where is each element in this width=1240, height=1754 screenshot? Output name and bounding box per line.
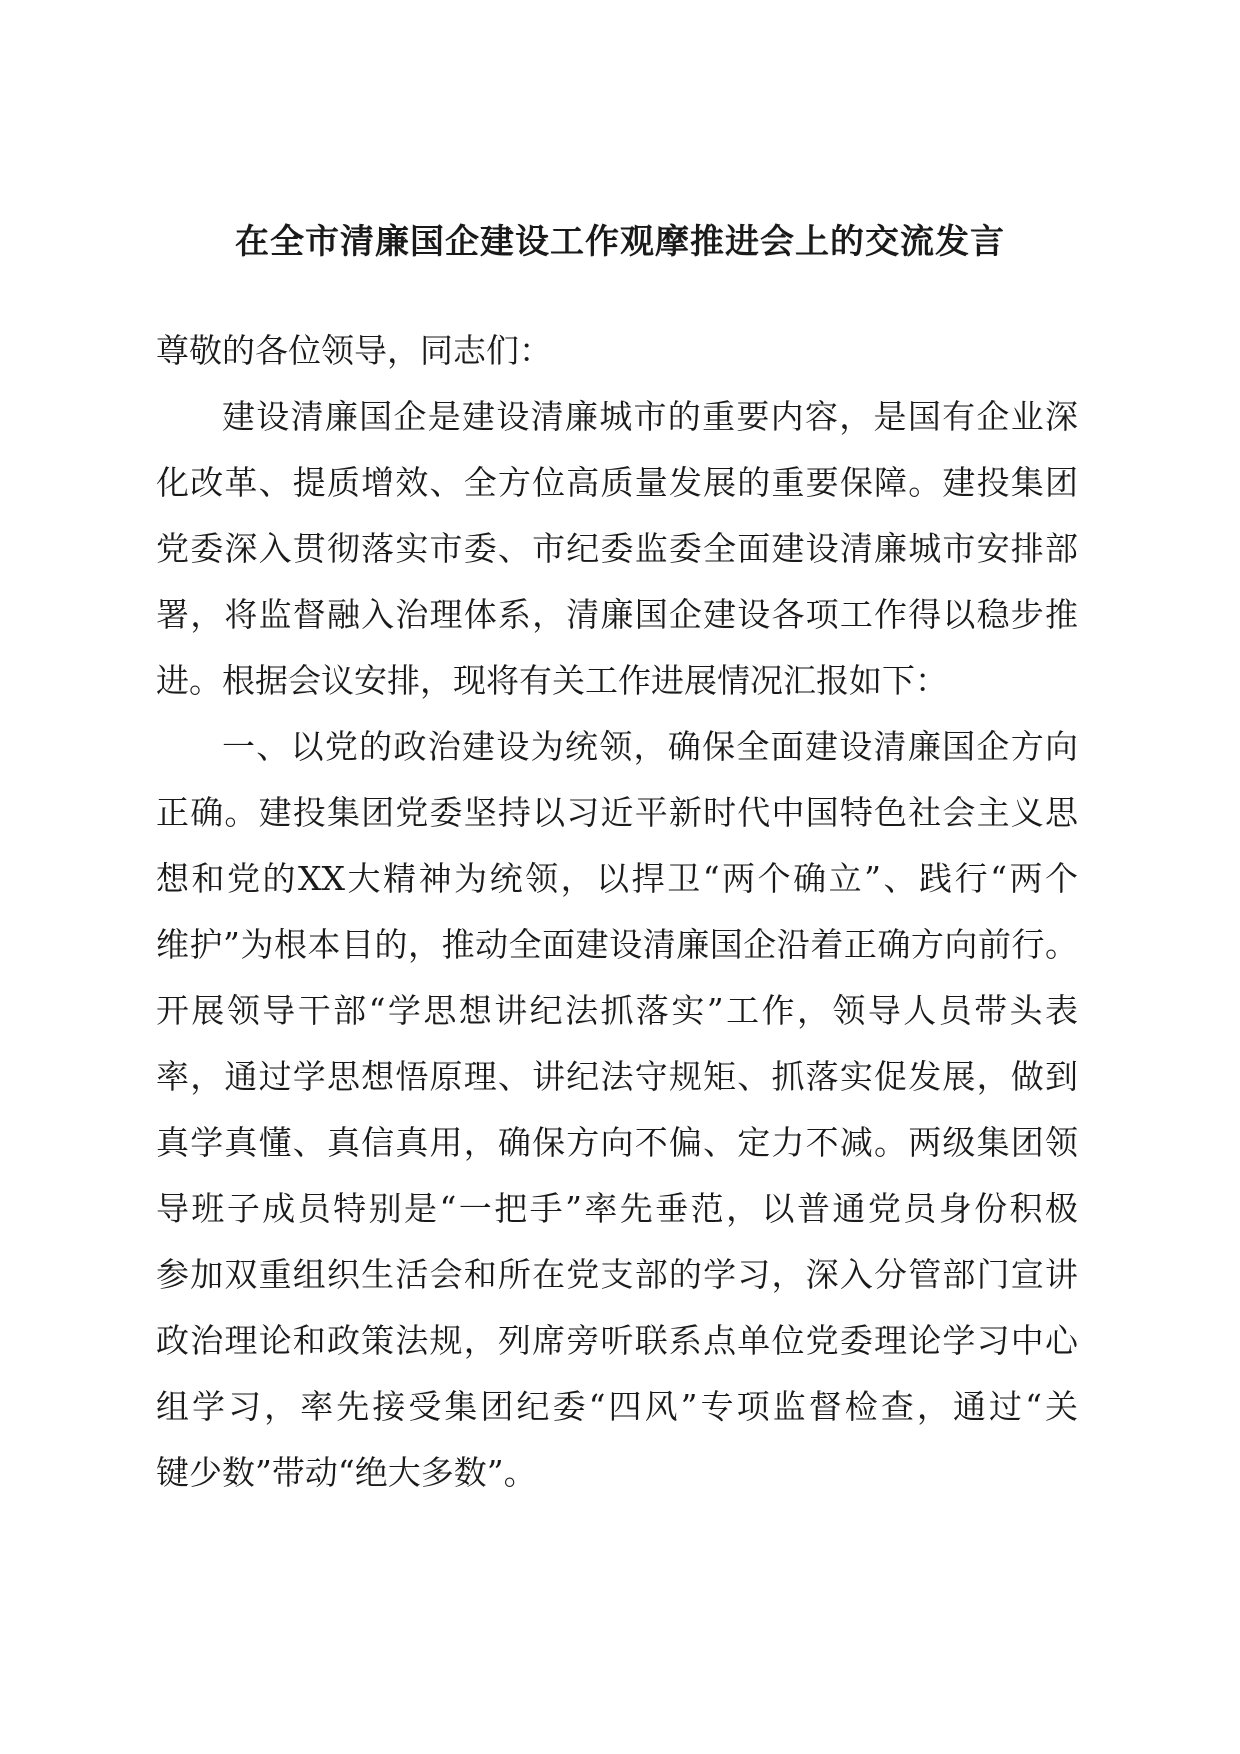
paragraph-intro — [156, 384, 1078, 714]
paragraph-line: 进。根据会议安排，现将有关工作进展情况汇报如下： — [156, 661, 948, 700]
paragraph-line: 一、以党的政治建设为统领，确保全面建设清廉国企方向 — [222, 727, 1078, 766]
salutation: 尊敬的各位领导，同志们： — [156, 331, 552, 370]
paragraph-line: 参加双重组织生活会和所在党支部的学习，深入分管部门宣讲 — [156, 1255, 1078, 1294]
paragraph-line: 率，通过学思想悟原理、讲纪法守规矩、抓落实促发展，做到 — [156, 1057, 1078, 1096]
paragraph-line: 政治理论和政策法规，列席旁听联系点单位党委理论学习中心 — [156, 1321, 1078, 1360]
paragraph-line: 导班子成员特别是“一把手”率先垂范，以普通党员身份积极 — [156, 1189, 1078, 1228]
paragraph-line: 化改革、提质增效、全方位高质量发展的重要保障。建投集团 — [156, 463, 1078, 502]
document-title: 在全市清廉国企建设工作观摩推进会上的交流发言 — [235, 222, 1005, 262]
paragraph-line: 建设清廉国企是建设清廉城市的重要内容，是国有企业深 — [222, 397, 1078, 436]
paragraph-line: 真学真懂、真信真用，确保方向不偏、定力不减。两级集团领 — [156, 1123, 1078, 1162]
paragraph-line: 维护”为根本目的，推动全面建设清廉国企沿着正确方向前行。 — [156, 925, 1078, 964]
paragraph-line: 开展领导干部“学思想讲纪法抓落实”工作，领导人员带头表 — [156, 991, 1078, 1030]
paragraph-line: 正确。建投集团党委坚持以习近平新时代中国特色社会主义思 — [156, 793, 1078, 832]
paragraph-line: 署，将监督融入治理体系，清廉国企建设各项工作得以稳步推 — [156, 595, 1078, 634]
document-body — [156, 318, 1078, 1506]
paragraph-line: 党委深入贯彻落实市委、市纪委监委全面建设清廉城市安排部 — [156, 529, 1078, 568]
paragraph-line: 键少数”带动“绝大多数”。 — [156, 1453, 537, 1492]
paragraph-line: 想和党的XX大精神为统领，以捍卫“两个确立”、践行“两个 — [156, 859, 1078, 898]
paragraph-section-one — [156, 714, 1078, 1506]
paragraph-line: 组学习，率先接受集团纪委“四风”专项监督检查，通过“关 — [156, 1387, 1078, 1426]
